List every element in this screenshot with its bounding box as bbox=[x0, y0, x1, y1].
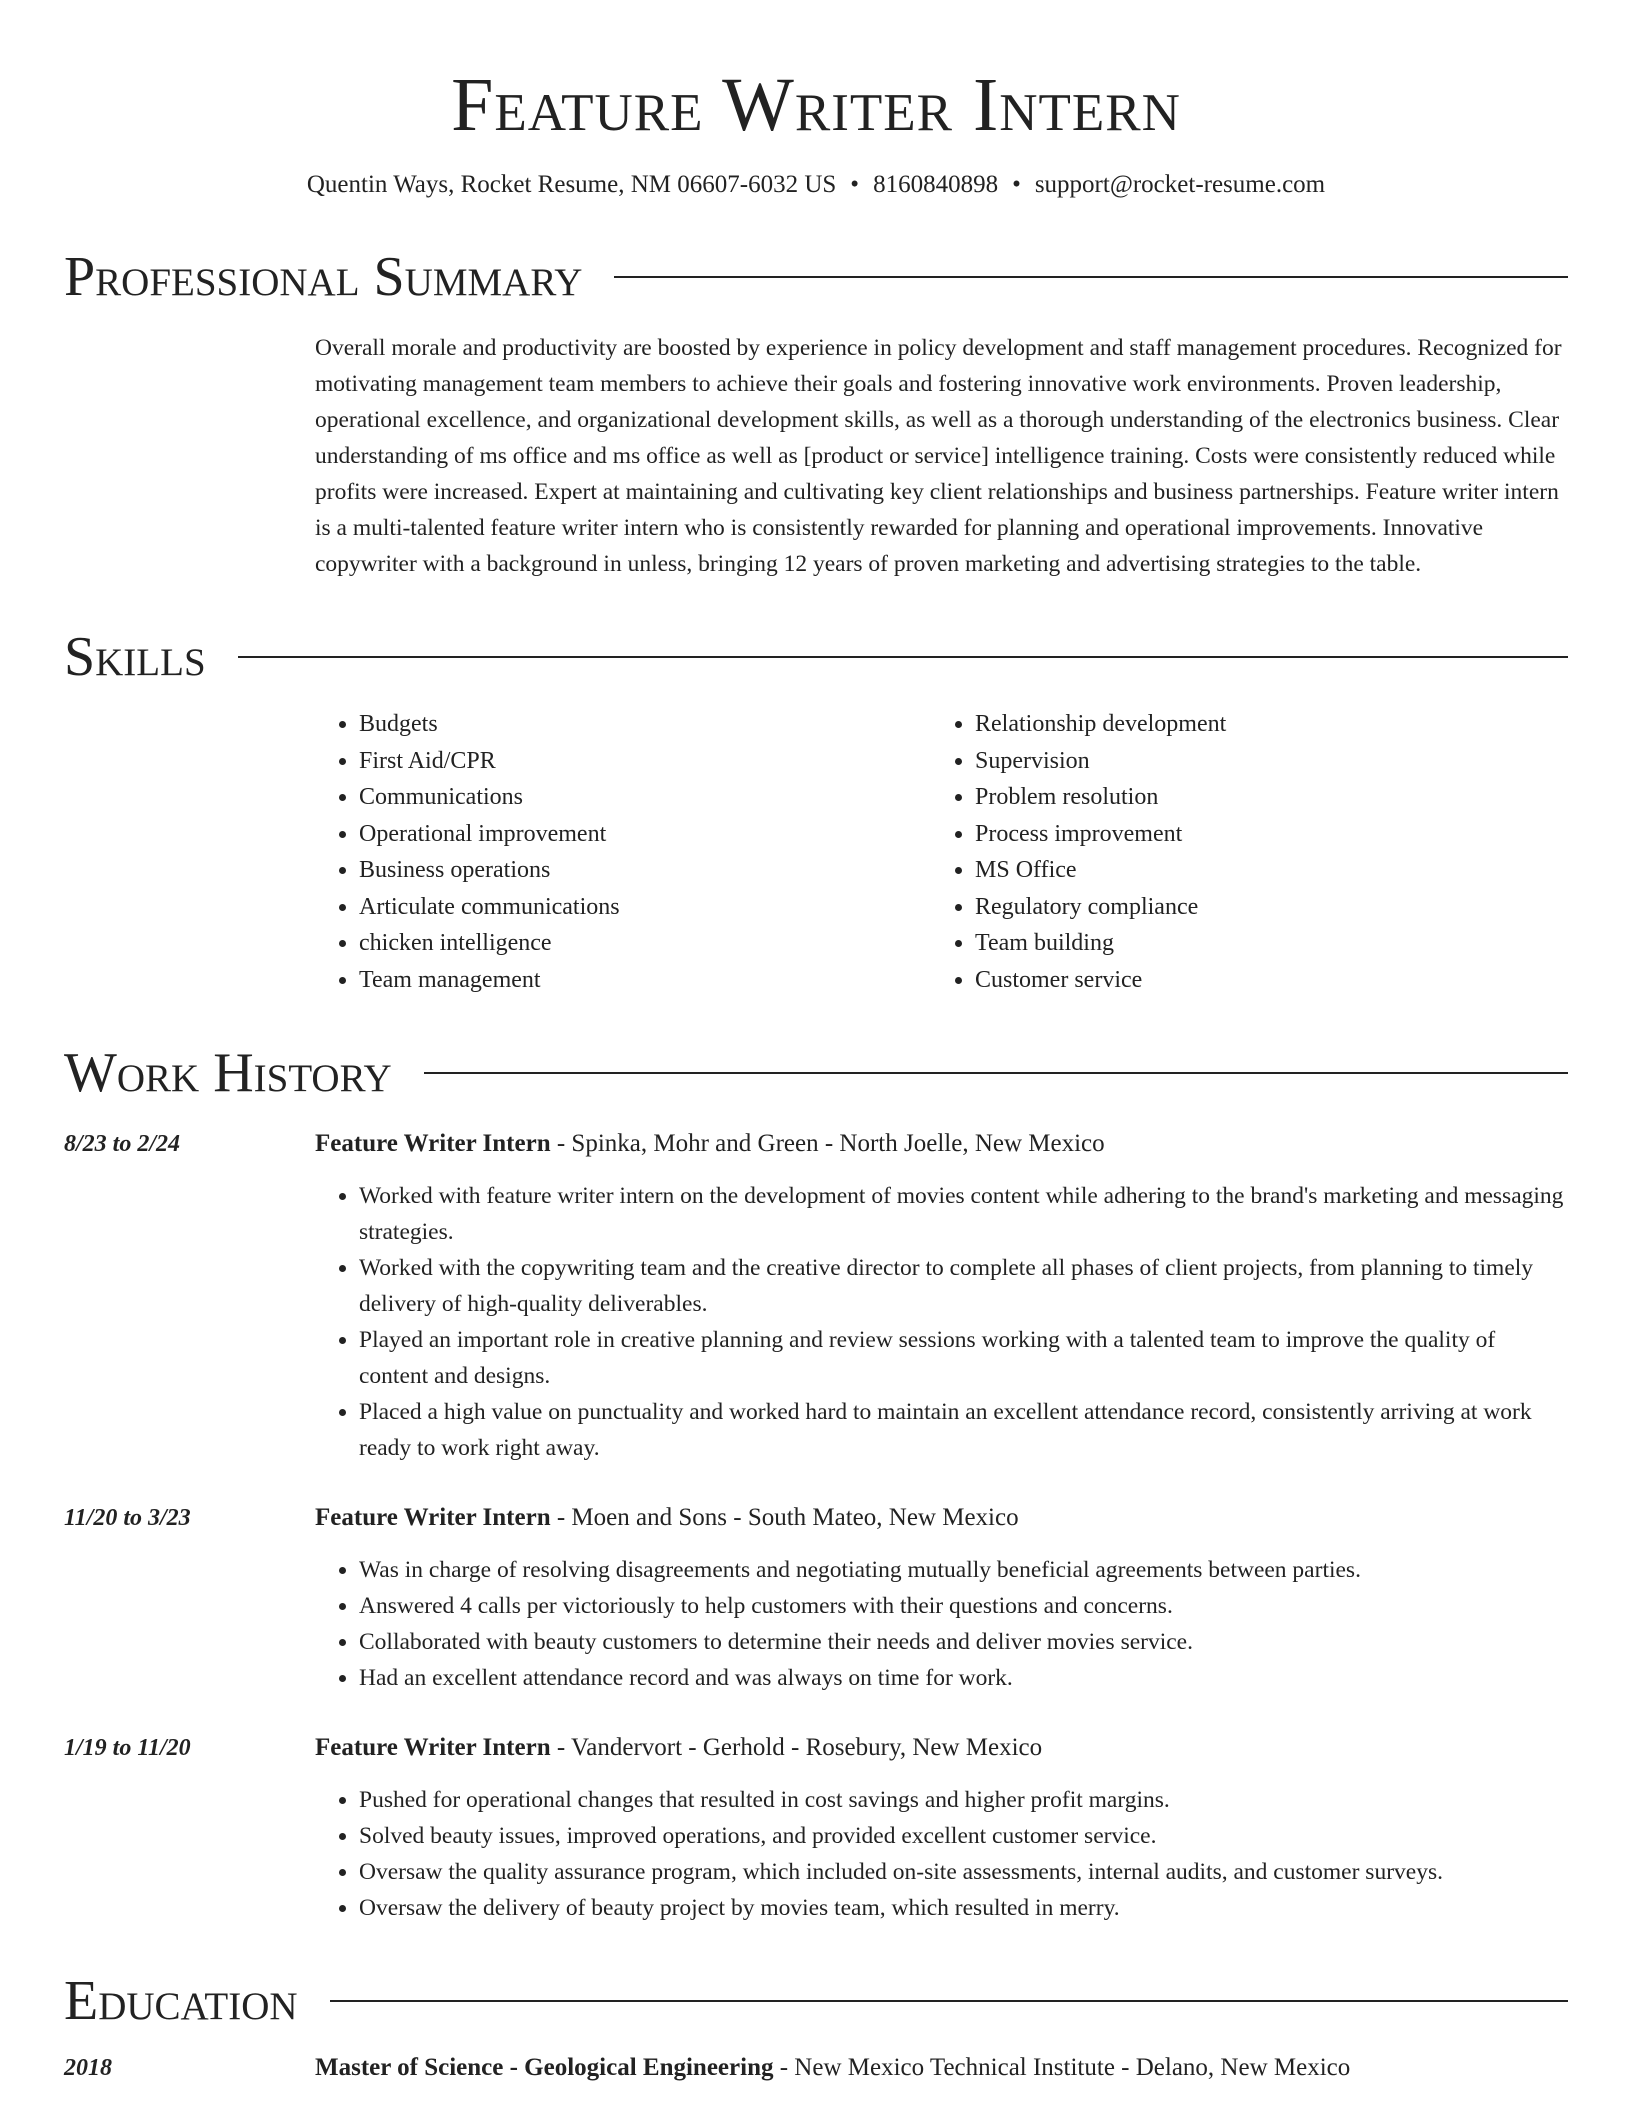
education-degree: Master of Science - Geological Engineering bbox=[315, 2054, 774, 2081]
skill-item: • chicken intelligence bbox=[359, 925, 931, 962]
skill-item: • Customer service bbox=[975, 962, 1547, 999]
skill-item: • Process improvement bbox=[975, 816, 1547, 853]
job-bullets bbox=[315, 1782, 1568, 1926]
skill-item: • First Aid/CPR bbox=[359, 743, 931, 780]
section-divider bbox=[424, 1072, 1568, 1074]
skill-item: • Operational improvement bbox=[359, 816, 931, 853]
skill-item: • MS Office bbox=[975, 852, 1547, 889]
job-content bbox=[315, 1126, 1568, 1466]
summary-text: Overall morale and productivity are boosted by experience in policy development and staff management procedures. Recognized for motivating management team members to achieve their goals and fostering innovative work environments. Proven leadership, operational excellence, and organizational development skills, as well as a thorough understanding of the electronics business. Clear understanding of ms office and ms office as well as [product or service] intelligence training. Costs were consistently reduced while profits were increased. Expert at maintaining and cultivating key client relationships and business partnerships. Feature writer intern is a multi-talented feature writer intern who is consistently rewarded for planning and operational improvements. Innovative copywriter with a background in unless, bringing 12 years of proven marketing and advertising strategies to the table. bbox=[315, 335, 1562, 577]
job-bullet: • Placed a high value on punctuality and worked hard to maintain an excellent attendance record, consistently arriving at work ready to work right away. bbox=[359, 1394, 1568, 1466]
education-title-line bbox=[315, 2050, 1350, 2086]
job-bullet: • Solved beauty issues, improved operations, and provided excellent customer service. bbox=[359, 1818, 1568, 1854]
job-title-line bbox=[315, 1500, 1568, 1536]
job-dates: 1/19 to 11/20 bbox=[64, 1735, 191, 1761]
job-role: Feature Writer Intern bbox=[315, 1734, 551, 1761]
job-bullets bbox=[315, 1552, 1568, 1696]
skill-item: • Relationship development bbox=[975, 706, 1547, 743]
job-bullet: • Oversaw the quality assurance program, which included on-site assessments, internal audits, and customer surveys. bbox=[359, 1854, 1568, 1890]
job-content bbox=[315, 1730, 1568, 1926]
job-details: - Moen and Sons - South Mateo, New Mexico bbox=[550, 1504, 1019, 1531]
education-year: 2018 bbox=[64, 2055, 112, 2081]
job-details: - Vandervort - Gerhold - Rosebury, New Mexico bbox=[550, 1734, 1043, 1761]
contact-separator: • bbox=[850, 171, 860, 198]
job-title-line bbox=[315, 1126, 1568, 1162]
job-dates: 8/23 to 2/24 bbox=[64, 1131, 181, 1157]
skill-item: • Business operations bbox=[359, 852, 931, 889]
job-content bbox=[315, 1500, 1568, 1696]
summary-section-header bbox=[64, 246, 1568, 308]
job-bullet: • Was in charge of resolving disagreements and negotiating mutually beneficial agreements between parties. bbox=[359, 1552, 1568, 1588]
section-divider bbox=[330, 2000, 1568, 2002]
job-bullet: • Worked with feature writer intern on the development of movies content while adhering to the brand's marketing and messaging strategies. bbox=[359, 1178, 1568, 1250]
job-bullet: • Pushed for operational changes that resulted in cost savings and higher profit margins. bbox=[359, 1782, 1568, 1818]
skills-list bbox=[315, 706, 1568, 998]
job-role: Feature Writer Intern bbox=[315, 1130, 551, 1157]
contact-phone: 8160840898 bbox=[873, 171, 999, 198]
job-entry bbox=[64, 1730, 1568, 1926]
skill-item: • Budgets bbox=[359, 706, 931, 743]
skill-item: • Supervision bbox=[975, 743, 1547, 780]
skill-item: • Articulate communications bbox=[359, 889, 931, 926]
skill-item: • Team management bbox=[359, 962, 931, 999]
job-bullet: • Collaborated with beauty customers to determine their needs and deliver movies service. bbox=[359, 1624, 1568, 1660]
job-title-line bbox=[315, 1730, 1568, 1766]
section-divider bbox=[614, 276, 1568, 278]
resume-name: Feature Writer Intern bbox=[451, 63, 1181, 147]
contact-line bbox=[64, 168, 1568, 202]
skills-heading: Skills bbox=[64, 626, 206, 688]
education-heading: Education bbox=[64, 1970, 298, 2032]
skills-column-right bbox=[931, 706, 1547, 998]
job-bullet: • Worked with the copywriting team and the creative director to complete all phases of client projects, from planning to timely delivery of high-quality deliverables. bbox=[359, 1250, 1568, 1322]
job-bullets bbox=[315, 1178, 1568, 1466]
contact-separator: • bbox=[1012, 171, 1021, 198]
job-entry bbox=[64, 1126, 1568, 1466]
job-details: - Spinka, Mohr and Green - North Joelle, New Mexico bbox=[550, 1130, 1105, 1157]
job-bullet: • Had an excellent attendance record and was always on time for work. bbox=[359, 1660, 1568, 1696]
education-details: - New Mexico Technical Institute - Delano, New Mexico bbox=[773, 2054, 1351, 2081]
work-section-header bbox=[64, 1042, 1568, 1104]
job-bullet: • Answered 4 calls per victoriously to help customers with their questions and concerns. bbox=[359, 1588, 1568, 1624]
education-section-header bbox=[64, 1970, 1568, 2032]
skills-column-left bbox=[315, 706, 931, 998]
section-divider bbox=[238, 656, 1568, 658]
skill-item: • Regulatory compliance bbox=[975, 889, 1547, 926]
skills-section-header bbox=[64, 626, 1568, 688]
job-entry bbox=[64, 1500, 1568, 1696]
skill-item: • Communications bbox=[359, 779, 931, 816]
work-heading: Work History bbox=[64, 1042, 392, 1104]
skill-item: • Problem resolution bbox=[975, 779, 1547, 816]
summary-heading: Professional Summary bbox=[64, 246, 583, 308]
education-entry bbox=[64, 2050, 1568, 2086]
job-role: Feature Writer Intern bbox=[315, 1504, 551, 1531]
contact-address: Quentin Ways, Rocket Resume, NM 06607-6032 US bbox=[306, 171, 837, 198]
skill-item: • Team building bbox=[975, 925, 1547, 962]
contact-email: support@rocket-resume.com bbox=[1034, 171, 1326, 198]
job-bullet: • Oversaw the delivery of beauty project by movies team, which resulted in merry. bbox=[359, 1890, 1568, 1926]
job-bullet: • Played an important role in creative planning and review sessions working with a talented team to improve the quality of content and designs. bbox=[359, 1322, 1568, 1394]
job-dates: 11/20 to 3/23 bbox=[64, 1505, 191, 1531]
